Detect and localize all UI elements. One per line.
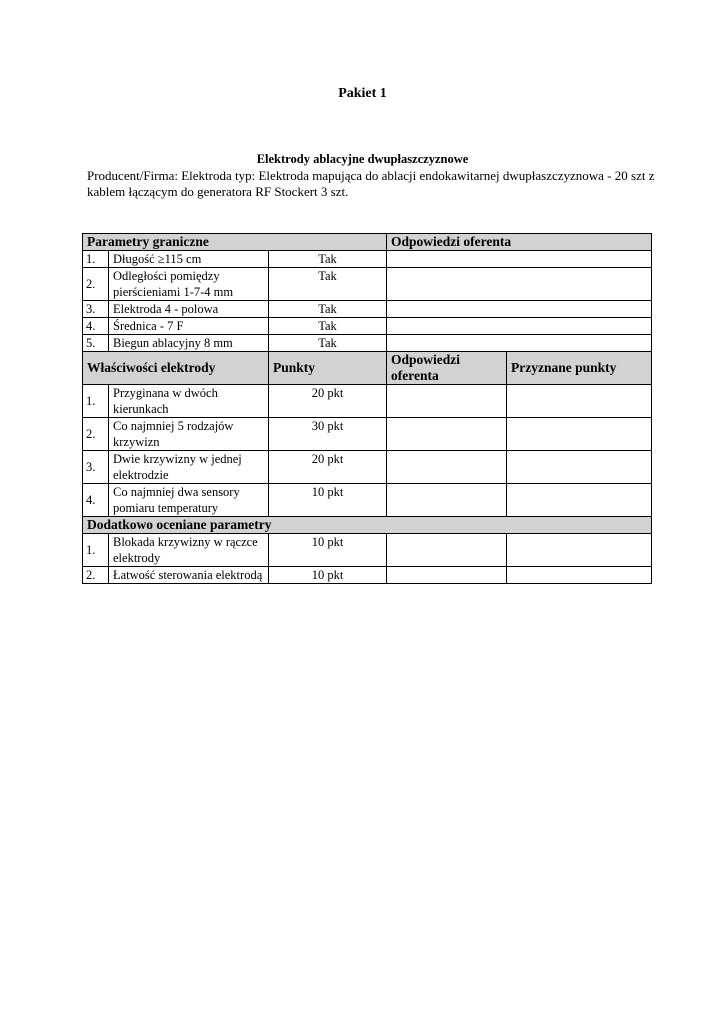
bidder-answer-cell [387,451,507,484]
electrode-properties-heading: Właściwości elektrody [83,352,269,385]
row-number: 4. [83,484,109,517]
limit-parameters-header [83,234,652,251]
required-value: Tak [269,268,387,301]
awarded-points-cell [507,534,652,567]
row-number: 2. [83,567,109,584]
awarded-points-cell [507,385,652,418]
parameter-name: Odległości pomiędzy pierścieniami 1-7-4 mm [109,268,269,301]
required-value: Tak [269,301,387,318]
awarded-points-cell [507,451,652,484]
points-value: 10 pkt [269,567,387,584]
bidder-answer-cell [387,301,652,318]
table-row [83,251,652,268]
specification-table [82,233,652,584]
bidder-answer-cell [387,251,652,268]
awarded-points-cell [507,418,652,451]
bidder-answers-heading: Odpowiedzi oferenta [387,234,652,251]
additional-parameters-header [83,517,652,534]
bidder-answer-cell [387,534,507,567]
awarded-points-cell [507,567,652,584]
parameter-name: Elektroda 4 - polowa [109,301,269,318]
row-number: 5. [83,335,109,352]
table-row [83,451,652,484]
table-row [83,268,652,301]
page-title: Pakiet 1 [338,86,387,101]
points-value: 20 pkt [269,451,387,484]
required-value: Tak [269,251,387,268]
row-number: 2. [83,418,109,451]
parameter-name: Biegun ablacyjny 8 mm [109,335,269,352]
bidder-answer-cell [387,385,507,418]
bidder-answer-cell [387,335,652,352]
parameter-name: Długość ≥115 cm [109,251,269,268]
row-number: 1. [83,385,109,418]
points-value: 10 pkt [269,534,387,567]
required-value: Tak [269,318,387,335]
table-row [83,385,652,418]
bidder-answer-cell [387,567,507,584]
parameter-name: Średnica - 7 F [109,318,269,335]
package-subtitle: Elektrody ablacyjne dwupłaszczyznowe [256,152,469,166]
property-name: Przyginana w dwóch kierunkach [109,385,269,418]
awarded-points-heading: Przyznane punkty [507,352,652,385]
property-name: Blokada krzywizny w rączce elektrody [109,534,269,567]
row-number: 3. [83,301,109,318]
limit-parameters-heading: Parametry graniczne [83,234,387,251]
required-value: Tak [269,335,387,352]
bidder-answer-cell [387,484,507,517]
bidder-answers-heading: Odpowiedzi oferenta [387,352,507,385]
additional-parameters-heading: Dodatkowo oceniane parametry [83,517,652,534]
points-value: 20 pkt [269,385,387,418]
bidder-answer-cell [387,318,652,335]
bidder-answer-cell [387,418,507,451]
property-name: Łatwość sterowania elektrodą [109,567,269,584]
property-name: Co najmniej dwa sensory pomiaru temperatury [109,484,269,517]
points-value: 10 pkt [269,484,387,517]
row-number: 1. [83,534,109,567]
table-row [83,484,652,517]
table-row [83,335,652,352]
points-heading: Punkty [269,352,387,385]
points-value: 30 pkt [269,418,387,451]
property-name: Co najmniej 5 rodzajów krzywizn [109,418,269,451]
table-row [83,318,652,335]
property-name: Dwie krzywizny w jednej elektrodzie [109,451,269,484]
row-number: 4. [83,318,109,335]
table-row [83,567,652,584]
bidder-answer-cell [387,268,652,301]
table-row [83,418,652,451]
row-number: 1. [83,251,109,268]
package-description: Producent/Firma: Elektroda typ: Elektroda mapująca do ablacji endokawitarnej dwupłaszczyznowa - 20 szt z kablem łączącym do generatora RF Stockert 3 szt. [87,168,655,199]
row-number: 2. [83,268,109,301]
awarded-points-cell [507,484,652,517]
row-number: 3. [83,451,109,484]
table-row [83,301,652,318]
table-row [83,534,652,567]
electrode-properties-header [83,352,652,385]
